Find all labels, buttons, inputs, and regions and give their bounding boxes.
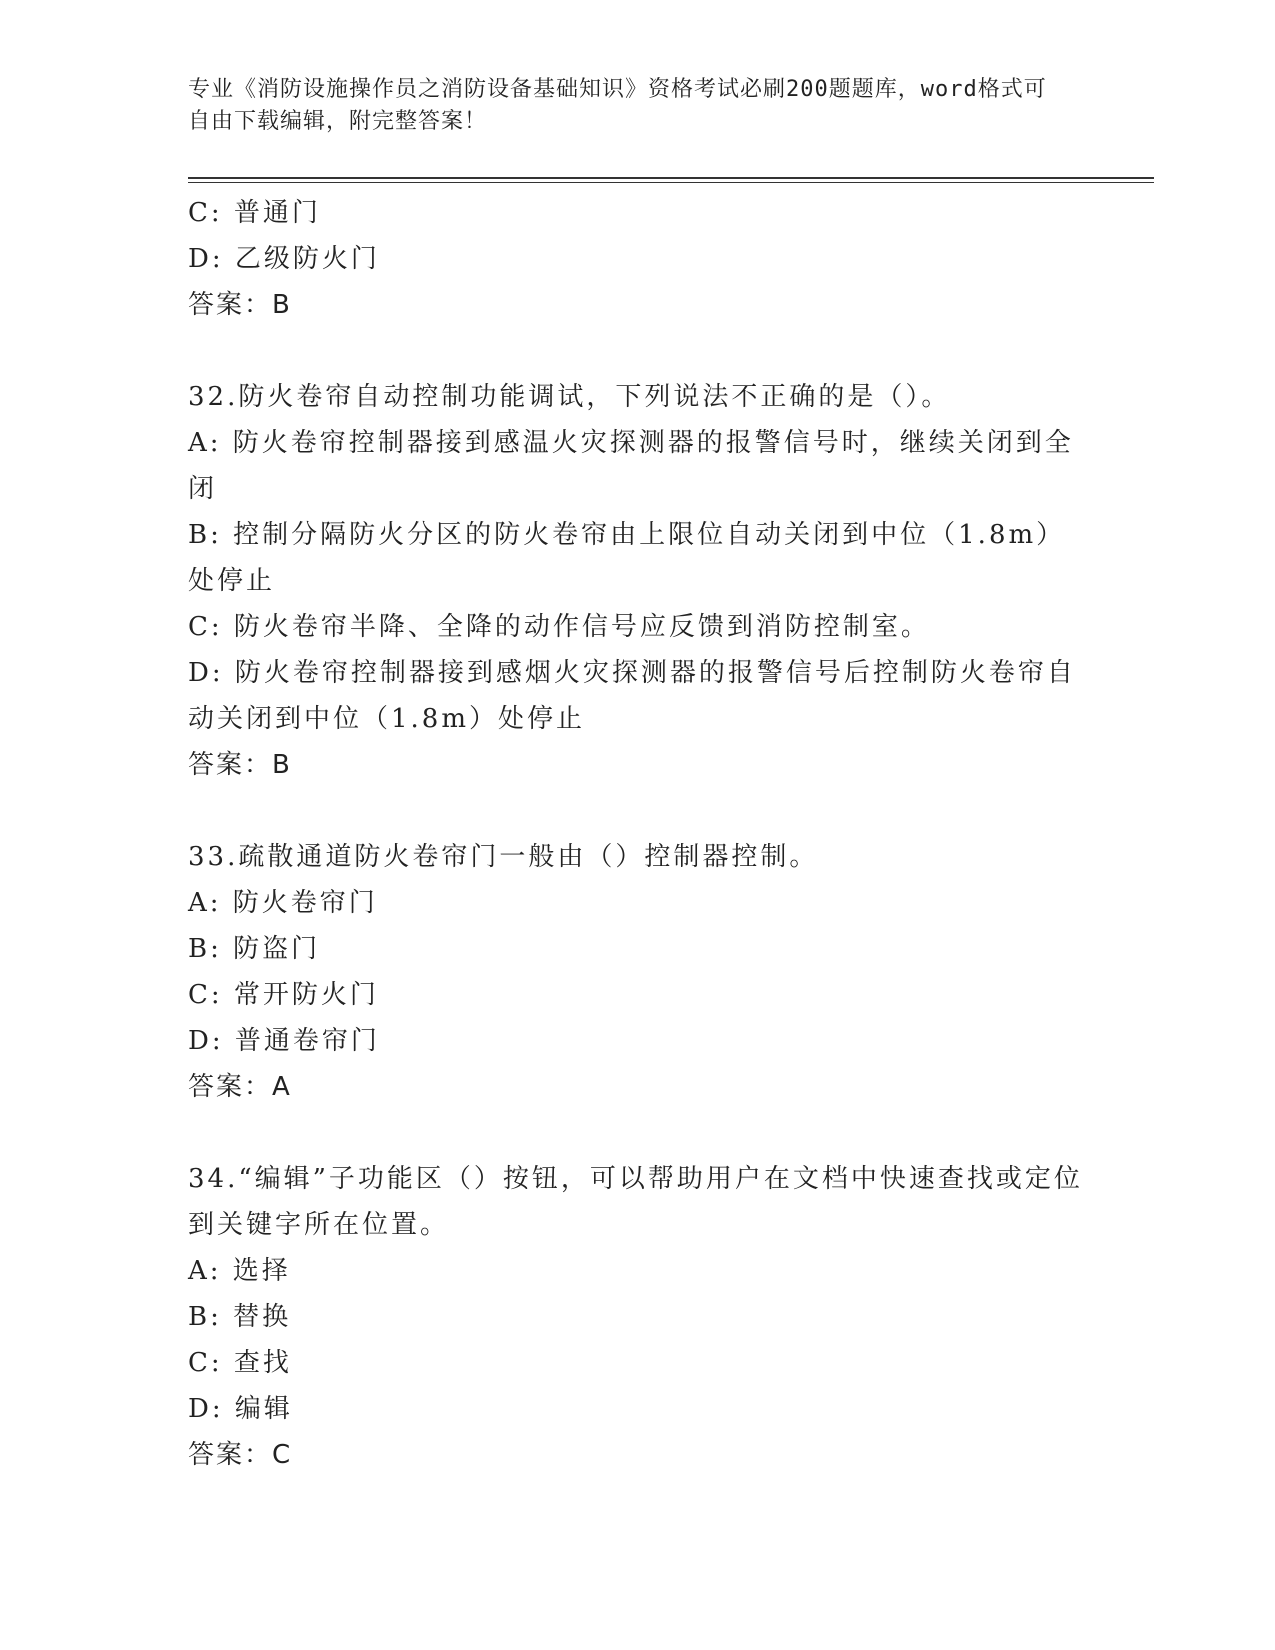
question-33 (188, 834, 1088, 1110)
question-list (188, 190, 1088, 1478)
question-34 (188, 1156, 1088, 1478)
header-divider-thin (188, 182, 1154, 183)
option-b: B: 防盗门 (188, 934, 321, 964)
option-c: C: 普通门 (188, 198, 321, 228)
option-c: C: 防火卷帘半降、全降的动作信号应反馈到消防控制室。 (188, 612, 930, 642)
answer: 答案：B (188, 290, 292, 320)
option-b: B: 控制分隔防火分区的防火卷帘由上限位自动关闭到中位（1.8m）处停止 (188, 520, 1066, 596)
option-d: D: 乙级防火门 (188, 244, 380, 274)
spacer (188, 328, 1088, 374)
option-c: C: 常开防火门 (188, 980, 379, 1010)
question-stem: 33.疏散通道防火卷帘门一般由（）控制器控制。 (188, 842, 819, 872)
spacer (188, 788, 1088, 834)
question-32 (188, 374, 1088, 788)
option-d: D: 编辑 (188, 1394, 293, 1424)
question-stem: 34.“编辑”子功能区（）按钮，可以帮助用户在文档中快速查找或定位到关键字所在位置。 (188, 1164, 1083, 1240)
option-a: A: 防火卷帘门 (188, 888, 378, 918)
answer: 答案：A (188, 1072, 292, 1102)
option-d: D: 普通卷帘门 (188, 1026, 380, 1056)
option-b: B: 替换 (188, 1302, 292, 1332)
document-header (188, 74, 1068, 138)
answer: 答案：C (188, 1440, 293, 1470)
question-31-tail (188, 190, 1088, 328)
question-stem: 32.防火卷帘自动控制功能调试，下列说法不正确的是（）。 (188, 382, 951, 412)
answer: 答案：B (188, 750, 292, 780)
option-a: A: 选择 (188, 1256, 291, 1286)
option-c: C: 查找 (188, 1348, 292, 1378)
header-divider-thick (188, 177, 1154, 179)
spacer (188, 1110, 1088, 1156)
option-a: A: 防火卷帘控制器接到感温火灾探测器的报警信号时，继续关闭到全闭 (188, 428, 1074, 504)
option-d: D: 防火卷帘控制器接到感烟火灾探测器的报警信号后控制防火卷帘自动关闭到中位（1.8m）处停止 (188, 658, 1076, 734)
header-title: 专业《消防设施操作员之消防设备基础知识》资格考试必刷200题题库，word格式可自由下载编辑，附完整答案！ (188, 77, 1047, 134)
